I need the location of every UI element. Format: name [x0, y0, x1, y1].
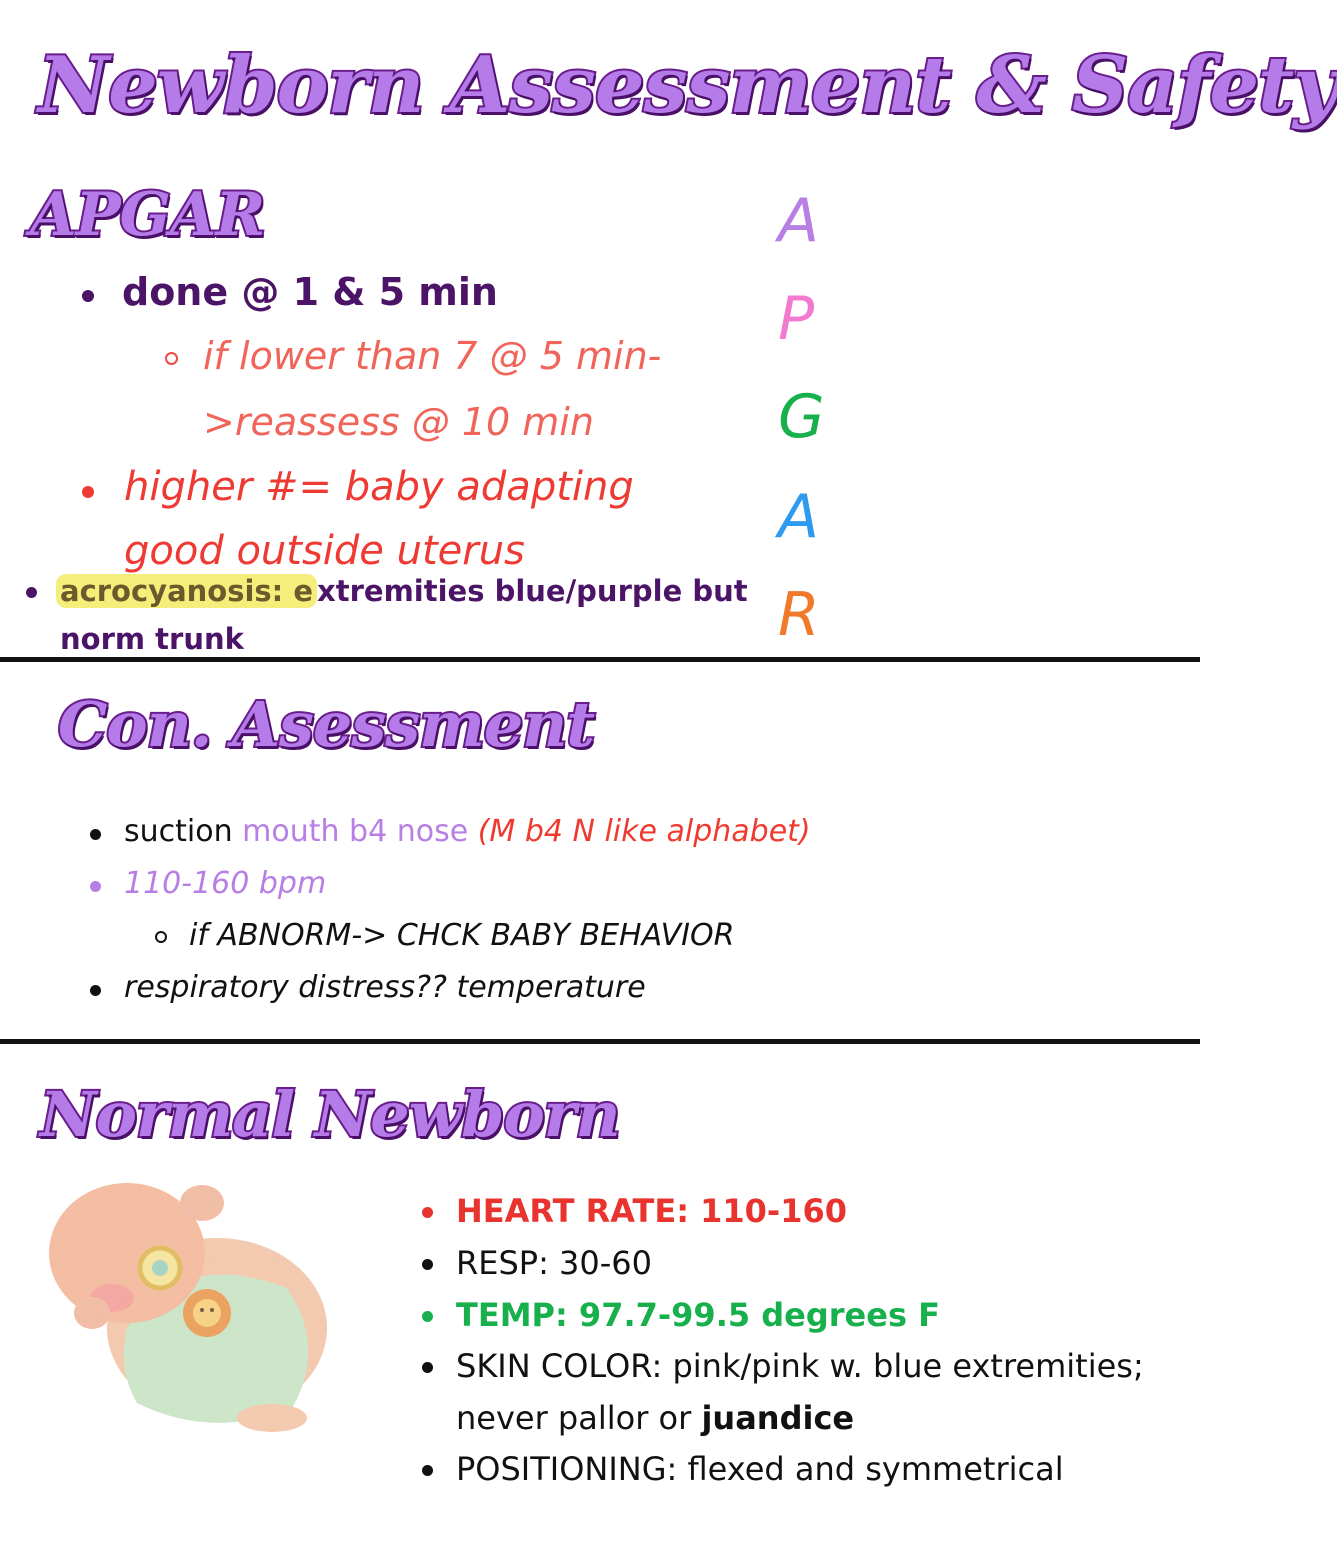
bullet-icon [422, 1465, 433, 1476]
bullet-icon [422, 1207, 433, 1218]
bullet-icon [422, 1259, 433, 1270]
suction-prefix: suction [124, 814, 243, 849]
apgar-done-text: done @ 1 & 5 min [122, 270, 498, 314]
apgar-higher-text: higher #= baby adapting [124, 464, 634, 510]
skin-color-prefix: never pallor or [456, 1399, 702, 1437]
bullet-icon [82, 486, 94, 498]
bullet-icon [165, 352, 178, 365]
suction-mouth-nose: mouth b4 nose [242, 814, 478, 849]
skin-color-bold: juandice [701, 1399, 855, 1437]
bpm-text: 110-160 bpm [124, 866, 327, 901]
bullet-icon [90, 985, 101, 996]
bullet-icon [155, 931, 167, 943]
bullet-icon [26, 587, 37, 598]
bullet-icon [422, 1362, 433, 1373]
apgar-lower-text: if lower than 7 @ 5 min- [203, 334, 662, 378]
apgar-letter-p: P [778, 284, 815, 354]
suction-note: (M b4 N like alphabet) [477, 814, 811, 849]
bullet-icon [82, 290, 94, 302]
section-divider [0, 657, 1200, 662]
apgar-higher-text-cont: good outside uterus [124, 528, 525, 574]
apgar-letter-a1: A [778, 186, 820, 256]
bullet-icon [90, 829, 101, 840]
resp-text: RESP: 30-60 [456, 1244, 652, 1282]
heart-rate-text: HEART RATE: 110-160 [456, 1192, 847, 1230]
acrocyanosis-text [60, 574, 748, 608]
acrocyanosis-highlight: acrocyanosis: e [56, 574, 317, 608]
section-divider [0, 1039, 1200, 1044]
apgar-letter-r: R [778, 580, 820, 650]
apgar-heading: APGAR [30, 180, 265, 250]
normal-newborn-heading: Normal Newborn [40, 1078, 620, 1151]
temp-text: TEMP: 97.7-99.5 degrees F [456, 1296, 940, 1334]
abnorm-text: if ABNORM-> CHCK BABY BEHAVIOR [189, 918, 735, 953]
page-title: Newborn Assessment & Safety [38, 40, 1337, 131]
bullet-icon [422, 1311, 433, 1322]
acrocyanosis-text-cont: norm trunk [60, 622, 244, 656]
apgar-letter-g: G [778, 382, 825, 452]
bullet-icon [90, 881, 101, 892]
skin-color-text-cont [456, 1399, 854, 1437]
baby-illustration [42, 1178, 322, 1436]
apgar-letter-a2: A [778, 482, 820, 552]
respiratory-text: respiratory distress?? temperature [124, 970, 646, 1005]
suction-text [124, 814, 811, 849]
con-assessment-heading: Con. Asessment [58, 688, 594, 761]
baby-icon [42, 1178, 322, 1436]
positioning-text: POSITIONING: flexed and symmetrical [456, 1450, 1064, 1488]
acrocyanosis-rest: xtremities blue/purple but [317, 574, 748, 608]
apgar-lower-text-cont: >reassess @ 10 min [203, 400, 594, 444]
skin-color-text: SKIN COLOR: pink/pink w. blue extremities; [456, 1347, 1144, 1385]
